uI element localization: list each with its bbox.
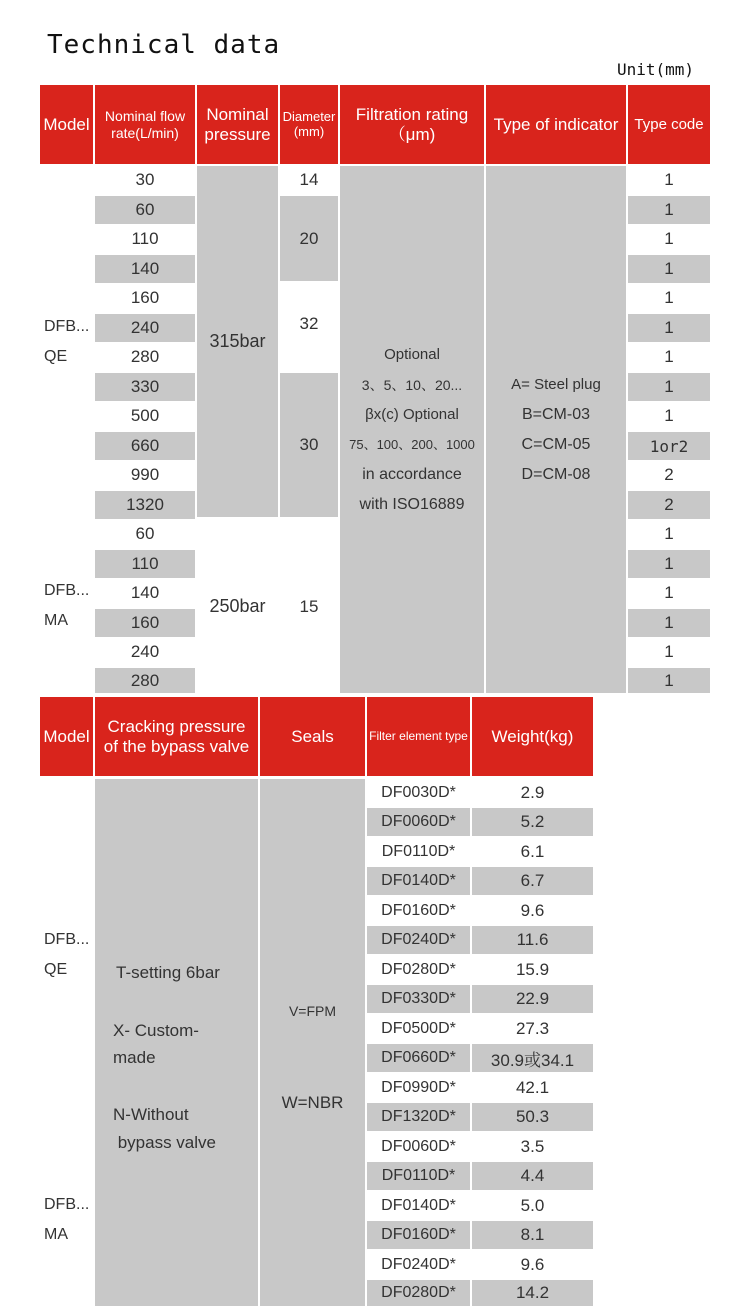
flow-cell: 660 — [95, 432, 195, 460]
filter-element-cell: DF0500D* — [367, 1015, 470, 1043]
flow-cell: 110 — [95, 550, 195, 578]
header-model: Model — [40, 85, 93, 164]
type-code-cell: 1 — [628, 609, 710, 637]
weight-cell: 6.7 — [472, 867, 593, 895]
type-code-cell: 1 — [628, 166, 710, 194]
filter-element-cell: DF0990D* — [367, 1074, 470, 1102]
header-nominal-pressure: Nominal pressure — [197, 85, 278, 164]
type-code-cell: 1 — [628, 550, 710, 578]
flow-cell: 60 — [95, 520, 195, 548]
filter-element-cell: DF0240D* — [367, 926, 470, 954]
weight-cell: 3.5 — [472, 1133, 593, 1161]
header-nominal-flow: Nominal flow rate(L/min) — [95, 85, 195, 164]
unit-label: Unit(mm) — [616, 60, 694, 79]
weight-cell: 27.3 — [472, 1015, 593, 1043]
filter-element-cell: DF0160D* — [367, 1221, 470, 1249]
page-title: Technical data — [47, 30, 281, 60]
flow-cell: 240 — [95, 314, 195, 342]
weight-cell: 4.4 — [472, 1162, 593, 1190]
filter-element-cell: DF0140D* — [367, 1192, 470, 1220]
diameter-cell: 15 — [280, 520, 338, 693]
weight-cell: 14.2 — [472, 1280, 593, 1306]
weight-cell: 42.1 — [472, 1074, 593, 1102]
header-type-code: Type code — [628, 85, 710, 164]
header-cracking-pressure: Cracking pressure of the bypass valve — [95, 697, 258, 776]
diameter-cell: 30 — [280, 373, 338, 517]
flow-cell: 280 — [95, 668, 195, 693]
filter-element-cell: DF0030D* — [367, 779, 470, 807]
pressure-cell-315: 315bar — [197, 166, 278, 517]
diameter-cell: 32 — [280, 284, 338, 370]
flow-cell: 330 — [95, 373, 195, 401]
type-code-cell: 1or2 — [628, 432, 710, 460]
weight-cell: 9.6 — [472, 1251, 593, 1279]
type-code-cell: 1 — [628, 579, 710, 607]
diameter-cell: 20 — [280, 196, 338, 281]
flow-cell: 1320 — [95, 491, 195, 519]
flow-cell: 160 — [95, 609, 195, 637]
header-model: Model — [40, 697, 93, 776]
type-code-cell: 1 — [628, 196, 710, 224]
filter-element-cell: DF0280D* — [367, 956, 470, 984]
weight-cell: 30.9或34.1 — [472, 1044, 593, 1072]
filter-element-cell: DF0060D* — [367, 808, 470, 836]
header-indicator-type: Type of indicator — [486, 85, 626, 164]
type-code-cell: 1 — [628, 373, 710, 401]
filter-element-cell: DF1320D* — [367, 1103, 470, 1131]
model-label-ma: DFB... MA — [44, 1196, 90, 1243]
header-filtration-rating: Filtration rating （μm) — [340, 85, 484, 164]
weight-cell: 5.0 — [472, 1192, 593, 1220]
type-code-cell: 1 — [628, 255, 710, 283]
filter-element-cell: DF0110D* — [367, 838, 470, 866]
type-code-cell: 1 — [628, 668, 710, 693]
type-code-cell: 1 — [628, 343, 710, 371]
weight-cell: 22.9 — [472, 985, 593, 1013]
seals-cell: V=FPM W=NBR — [260, 779, 365, 1306]
weight-cell: 6.1 — [472, 838, 593, 866]
pressure-cell-250: 250bar — [197, 520, 278, 693]
filter-element-cell: DF0280D* — [367, 1280, 470, 1306]
indicator-type-cell: A= Steel plug B=CM-03 C=CM-05 D=CM-08 — [486, 166, 626, 693]
header-filter-element-type: Filter element type — [367, 697, 470, 776]
flow-cell: 30 — [95, 166, 195, 194]
weight-cell: 2.9 — [472, 779, 593, 807]
flow-cell: 500 — [95, 402, 195, 430]
header-diameter: Diameter (mm) — [280, 85, 338, 164]
type-code-cell: 2 — [628, 491, 710, 519]
cracking-pressure-cell: T-setting 6bar X- Custom- made N-Without bypass valve — [95, 779, 258, 1306]
type-code-cell: 1 — [628, 638, 710, 666]
filter-element-cell: DF0330D* — [367, 985, 470, 1013]
filter-element-cell: DF0660D* — [367, 1044, 470, 1072]
filter-element-cell: DF0140D* — [367, 867, 470, 895]
flow-cell: 60 — [95, 196, 195, 224]
type-code-cell: 1 — [628, 520, 710, 548]
weight-cell: 50.3 — [472, 1103, 593, 1131]
weight-cell: 5.2 — [472, 808, 593, 836]
diameter-cell: 14 — [280, 166, 338, 194]
type-code-cell: 2 — [628, 461, 710, 489]
model-label-qe: DFB... QE — [44, 931, 90, 978]
flow-cell: 280 — [95, 343, 195, 371]
filter-element-cell: DF0160D* — [367, 897, 470, 925]
header-weight: Weight(kg) — [472, 697, 593, 776]
type-code-cell: 1 — [628, 402, 710, 430]
flow-cell: 990 — [95, 461, 195, 489]
weight-cell: 9.6 — [472, 897, 593, 925]
filtration-rating-cell: Optional 3、5、10、20... βx(c) Optional 75、100、200、1000 in accordance with ISO16889 — [340, 166, 484, 693]
model-label-qe: DFB... QE — [44, 318, 90, 365]
flow-cell: 240 — [95, 638, 195, 666]
flow-cell: 140 — [95, 255, 195, 283]
flow-cell: 160 — [95, 284, 195, 312]
weight-cell: 8.1 — [472, 1221, 593, 1249]
weight-cell: 11.6 — [472, 926, 593, 954]
type-code-cell: 1 — [628, 284, 710, 312]
filter-element-cell: DF0060D* — [367, 1133, 470, 1161]
filter-element-cell: DF0110D* — [367, 1162, 470, 1190]
flow-cell: 140 — [95, 579, 195, 607]
flow-cell: 110 — [95, 225, 195, 253]
header-seals: Seals — [260, 697, 365, 776]
type-code-cell: 1 — [628, 225, 710, 253]
weight-cell: 15.9 — [472, 956, 593, 984]
type-code-cell: 1 — [628, 314, 710, 342]
filter-element-cell: DF0240D* — [367, 1251, 470, 1279]
model-label-ma: DFB... MA — [44, 582, 90, 629]
